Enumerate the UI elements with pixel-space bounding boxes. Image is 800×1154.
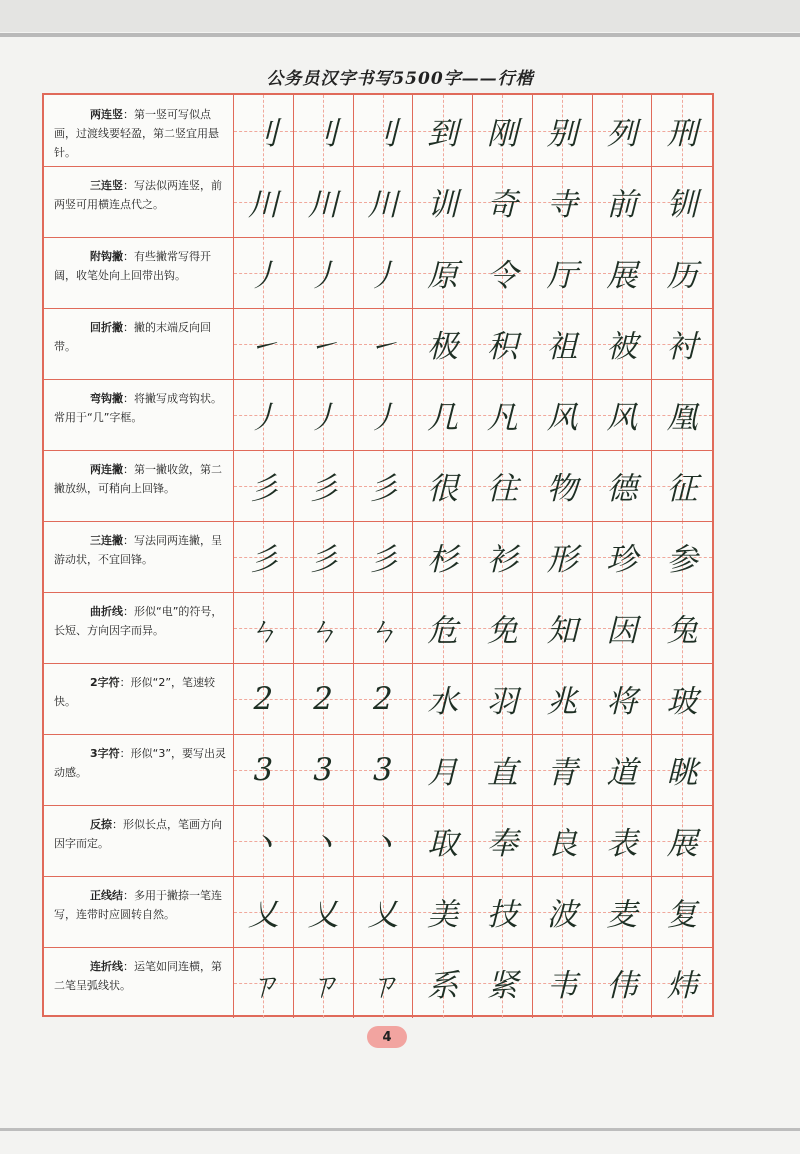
sample-glyph: 丿 [307, 258, 339, 294]
stroke-sample-cell [294, 734, 354, 805]
stroke-sample-cell [234, 663, 294, 734]
sample-glyph: 列 [606, 116, 638, 152]
stroke-explanation: ：撇的末端反向回带。 [54, 321, 211, 353]
stroke-sample-cell [294, 379, 354, 450]
stroke-description [44, 237, 234, 308]
row-divider [44, 592, 712, 593]
stroke-sample-cell [354, 663, 414, 734]
sample-glyph: 川 [367, 187, 399, 223]
stroke-explanation: ：运笔如同连横，第二笔呈弧线状。 [54, 960, 222, 992]
sample-glyph: 丶 [247, 826, 279, 862]
stroke-sample-cell [294, 521, 354, 592]
stroke-sample-cell [234, 947, 294, 1018]
sample-glyph: 被 [606, 329, 638, 365]
stroke-description [44, 308, 234, 379]
sample-glyph: 参 [666, 542, 698, 578]
sample-glyph: ㄣ [247, 613, 279, 649]
character-sample-cell [413, 805, 473, 876]
stroke-description [44, 450, 234, 521]
stroke-sample-cell [354, 166, 414, 237]
sample-glyph: 羽 [486, 684, 518, 720]
character-sample-cell [652, 734, 712, 805]
stroke-description [44, 947, 234, 1018]
sample-glyph: 凰 [666, 400, 698, 436]
sample-glyph: 月 [427, 755, 459, 791]
stroke-sample-cell [294, 237, 354, 308]
stroke-row [44, 947, 712, 1018]
character-sample-cell [413, 237, 473, 308]
stroke-sample-cell [354, 450, 414, 521]
character-sample-cell [533, 663, 593, 734]
stroke-row [44, 308, 712, 379]
sample-glyph: 表 [606, 826, 638, 862]
stroke-explanation: ：有些撇常写得开阔，收笔处向上回带出钩。 [54, 250, 211, 282]
sample-glyph: 极 [427, 329, 459, 365]
character-sample-cell [533, 805, 593, 876]
sample-glyph: ㇀ [307, 329, 339, 365]
character-sample-cell [473, 450, 533, 521]
sample-glyph: 刂 [367, 116, 399, 152]
sample-glyph: 厅 [546, 258, 578, 294]
character-sample-cell [473, 308, 533, 379]
row-divider [44, 450, 712, 451]
character-sample-cell [593, 166, 653, 237]
character-sample-cell [533, 166, 593, 237]
stroke-term: 两连撇 [90, 463, 123, 476]
stroke-sample-cell [234, 95, 294, 166]
stroke-explanation: ：写法似两连竖，前两竖可用横连点代之。 [54, 179, 222, 211]
stroke-sample-cell [354, 805, 414, 876]
stroke-explanation: ：第一撇收敛，第二撇放纵，可稍向上回锋。 [54, 463, 222, 495]
sample-glyph: 紧 [486, 968, 518, 1004]
character-sample-cell [652, 805, 712, 876]
sample-glyph: ㄣ [307, 613, 339, 649]
character-sample-cell [593, 521, 653, 592]
sample-glyph: ㄣ [367, 613, 399, 649]
character-sample-cell [593, 876, 653, 947]
sample-glyph: 寺 [546, 187, 578, 223]
sample-glyph: 3 [313, 751, 333, 788]
sample-glyph: 丿 [367, 400, 399, 436]
sample-glyph: 衬 [666, 329, 698, 365]
sample-glyph: 因 [606, 613, 638, 649]
stroke-sample-cell [354, 521, 414, 592]
sample-glyph: 丿 [247, 258, 279, 294]
stroke-row [44, 166, 712, 237]
sample-glyph: 前 [606, 187, 638, 223]
character-sample-cell [593, 379, 653, 450]
sample-glyph: ㄗ [367, 968, 399, 1004]
stroke-sample-cell [354, 237, 414, 308]
character-sample-cell [473, 734, 533, 805]
sample-glyph: 2 [253, 680, 274, 717]
sample-glyph: 将 [606, 684, 638, 720]
character-sample-cell [413, 450, 473, 521]
sample-glyph: 3 [373, 751, 393, 788]
sample-glyph: 展 [666, 826, 698, 862]
sample-glyph: 青 [546, 755, 578, 791]
character-sample-cell [473, 379, 533, 450]
stroke-description [44, 521, 234, 592]
stroke-term: 弯钩撇 [90, 392, 123, 405]
stroke-term: 三连竖 [90, 179, 123, 192]
sample-glyph: 令 [486, 258, 518, 294]
character-sample-cell [652, 521, 712, 592]
sample-glyph: 训 [427, 187, 459, 223]
character-sample-cell [652, 379, 712, 450]
stroke-sample-cell [294, 947, 354, 1018]
character-sample-cell [473, 237, 533, 308]
stroke-term: 两连竖 [90, 108, 123, 121]
character-sample-cell [593, 308, 653, 379]
sample-glyph: 危 [427, 613, 459, 649]
bottom-rule [0, 1128, 800, 1131]
stroke-sample-cell [294, 450, 354, 521]
character-sample-cell [593, 592, 653, 663]
character-sample-cell [413, 876, 473, 947]
row-divider [44, 308, 712, 309]
stroke-row [44, 876, 712, 947]
row-divider [44, 734, 712, 735]
row-divider [44, 521, 712, 522]
sample-glyph: 彡 [367, 471, 399, 507]
stroke-term: 附钩撇 [90, 250, 123, 263]
stroke-description [44, 663, 234, 734]
character-sample-cell [652, 592, 712, 663]
sample-glyph: 征 [666, 471, 698, 507]
sample-glyph: 彡 [307, 542, 339, 578]
stroke-explanation: ：多用于撇捺一笔连写，连带时应圆转自然。 [54, 889, 222, 921]
character-sample-cell [593, 237, 653, 308]
row-divider [44, 237, 712, 238]
sample-glyph: 凡 [486, 400, 518, 436]
row-divider [44, 947, 712, 948]
page-number-badge: 4 [367, 1026, 407, 1048]
stroke-sample-cell [294, 592, 354, 663]
practice-grid [42, 93, 714, 1017]
stroke-sample-cell [234, 379, 294, 450]
character-sample-cell [652, 166, 712, 237]
sample-glyph: 乂 [307, 897, 339, 933]
sample-glyph: 彡 [367, 542, 399, 578]
sample-glyph: 麦 [606, 897, 638, 933]
sample-glyph: 系 [427, 968, 459, 1004]
sample-glyph: 彡 [307, 471, 339, 507]
character-sample-cell [533, 308, 593, 379]
sample-glyph: ㇀ [367, 329, 399, 365]
stroke-sample-cell [294, 308, 354, 379]
sample-glyph: 杉 [427, 542, 459, 578]
character-sample-cell [533, 450, 593, 521]
character-sample-cell [473, 947, 533, 1018]
sample-glyph: 兆 [546, 684, 578, 720]
character-sample-cell [413, 521, 473, 592]
row-divider [44, 663, 712, 664]
sample-glyph: 形 [546, 542, 578, 578]
sample-glyph: 川 [247, 187, 279, 223]
character-sample-cell [473, 95, 533, 166]
stroke-row [44, 663, 712, 734]
stroke-sample-cell [234, 592, 294, 663]
sample-glyph: 往 [486, 471, 518, 507]
sample-glyph: 到 [427, 116, 459, 152]
sample-glyph: 彡 [247, 542, 279, 578]
stroke-description [44, 734, 234, 805]
sample-glyph: 刚 [486, 116, 518, 152]
stroke-explanation: ：写法同两连撇，呈游动状，不宜回锋。 [54, 534, 222, 566]
sample-glyph: 丿 [367, 258, 399, 294]
sample-glyph: 水 [427, 684, 459, 720]
stroke-description [44, 379, 234, 450]
sample-glyph: 别 [546, 116, 578, 152]
stroke-sample-cell [294, 166, 354, 237]
character-sample-cell [593, 805, 653, 876]
character-sample-cell [413, 734, 473, 805]
sample-glyph: 道 [606, 755, 638, 791]
stroke-description [44, 166, 234, 237]
sample-glyph: 风 [606, 400, 638, 436]
character-sample-cell [473, 166, 533, 237]
stroke-sample-cell [354, 734, 414, 805]
character-sample-cell [593, 450, 653, 521]
character-sample-cell [533, 592, 593, 663]
character-sample-cell [652, 450, 712, 521]
sample-glyph: 乂 [247, 897, 279, 933]
stroke-row [44, 450, 712, 521]
stroke-row [44, 521, 712, 592]
sample-glyph: 衫 [486, 542, 518, 578]
sample-glyph: 兔 [666, 613, 698, 649]
stroke-sample-cell [234, 734, 294, 805]
sample-glyph: 丶 [367, 826, 399, 862]
stroke-sample-cell [354, 308, 414, 379]
row-divider [44, 379, 712, 380]
sample-glyph: 刑 [666, 116, 698, 152]
sample-glyph: 波 [546, 897, 578, 933]
stroke-explanation: ：形似“2”，笔速较快。 [54, 676, 216, 708]
sample-glyph: 展 [606, 258, 638, 294]
character-sample-cell [413, 166, 473, 237]
sample-glyph: 奇 [486, 187, 518, 223]
row-divider [44, 166, 712, 167]
stroke-sample-cell [234, 166, 294, 237]
character-sample-cell [533, 734, 593, 805]
character-sample-cell [533, 947, 593, 1018]
sample-glyph: 几 [427, 400, 459, 436]
character-sample-cell [652, 308, 712, 379]
sample-glyph: 珍 [606, 542, 638, 578]
sample-glyph: 历 [666, 258, 698, 294]
row-divider [44, 876, 712, 877]
sample-glyph: 技 [486, 897, 518, 933]
stroke-sample-cell [354, 379, 414, 450]
sample-glyph: 祖 [546, 329, 578, 365]
character-sample-cell [413, 308, 473, 379]
top-rule [0, 33, 800, 37]
stroke-explanation: ：形似长点，笔画方向因字而定。 [54, 818, 222, 850]
sample-glyph: 积 [486, 329, 518, 365]
sample-glyph: ㄗ [307, 968, 339, 1004]
sample-glyph: 川 [307, 187, 339, 223]
stroke-explanation: ：形似“电”的符号，长短、方向因字而异。 [54, 605, 223, 637]
sample-glyph: 2 [373, 680, 393, 717]
stroke-sample-cell [234, 308, 294, 379]
stroke-sample-cell [234, 521, 294, 592]
character-sample-cell [473, 876, 533, 947]
stroke-term: 正线结 [90, 889, 123, 902]
stroke-term: 2字符 [90, 676, 120, 689]
top-band [0, 0, 800, 32]
stroke-sample-cell [234, 876, 294, 947]
stroke-sample-cell [294, 805, 354, 876]
character-sample-cell [593, 95, 653, 166]
sample-glyph: 2 [313, 680, 333, 717]
sample-glyph: ㇀ [247, 329, 279, 365]
stroke-sample-cell [294, 663, 354, 734]
character-sample-cell [413, 379, 473, 450]
stroke-row [44, 592, 712, 663]
stroke-row [44, 237, 712, 308]
stroke-description [44, 592, 234, 663]
sample-glyph: 物 [546, 471, 578, 507]
sample-glyph: 伟 [606, 968, 638, 1004]
character-sample-cell [413, 592, 473, 663]
sample-glyph: 奉 [486, 826, 518, 862]
character-sample-cell [473, 592, 533, 663]
sample-glyph: 免 [486, 613, 518, 649]
sample-glyph: 乂 [367, 897, 399, 933]
sample-glyph: 直 [486, 755, 518, 791]
sample-glyph: 丶 [307, 826, 339, 862]
page-title: 公务员汉字书写5500字——行楷 [266, 69, 534, 89]
character-sample-cell [533, 876, 593, 947]
stroke-sample-cell [294, 95, 354, 166]
stroke-sample-cell [234, 805, 294, 876]
stroke-row [44, 805, 712, 876]
stroke-term: 3字符 [90, 747, 120, 760]
character-sample-cell [593, 734, 653, 805]
stroke-row [44, 734, 712, 805]
stroke-term: 三连撇 [90, 534, 123, 547]
sample-glyph: 玻 [666, 684, 698, 720]
stroke-sample-cell [354, 592, 414, 663]
sample-glyph: ㄗ [247, 968, 279, 1004]
character-sample-cell [652, 876, 712, 947]
stroke-sample-cell [234, 450, 294, 521]
sample-glyph: 德 [606, 471, 638, 507]
character-sample-cell [652, 663, 712, 734]
stroke-explanation: ：第一竖可写似点画，过渡线要轻盈，第二竖宜用悬针。 [54, 108, 219, 159]
stroke-description [44, 95, 234, 166]
character-sample-cell [413, 95, 473, 166]
character-sample-cell [413, 663, 473, 734]
character-sample-cell [473, 805, 533, 876]
sample-glyph: 很 [427, 471, 459, 507]
sample-glyph: 丿 [247, 400, 279, 436]
sample-glyph: 复 [666, 897, 698, 933]
character-sample-cell [652, 95, 712, 166]
sample-glyph: 钏 [666, 187, 698, 223]
sample-glyph: 韦 [546, 968, 578, 1004]
character-sample-cell [533, 237, 593, 308]
stroke-sample-cell [294, 876, 354, 947]
sample-glyph: 原 [427, 258, 459, 294]
stroke-term: 连折线 [90, 960, 123, 973]
stroke-explanation: ：形似“3”，要写出灵动感。 [54, 747, 227, 779]
row-divider [44, 805, 712, 806]
sample-glyph: 彡 [247, 471, 279, 507]
sample-glyph: 取 [427, 826, 459, 862]
sample-glyph: 美 [427, 897, 459, 933]
stroke-term: 反捺 [90, 818, 112, 831]
sample-glyph: 良 [546, 826, 578, 862]
sample-glyph: 知 [546, 613, 578, 649]
stroke-sample-cell [354, 876, 414, 947]
sample-glyph: 炜 [666, 968, 698, 1004]
character-sample-cell [533, 379, 593, 450]
sample-glyph: 眺 [666, 755, 698, 791]
sample-glyph: 刂 [307, 116, 339, 152]
stroke-description [44, 876, 234, 947]
character-sample-cell [593, 947, 653, 1018]
character-sample-cell [533, 521, 593, 592]
character-sample-cell [473, 663, 533, 734]
stroke-description [44, 805, 234, 876]
sample-glyph: 风 [546, 400, 578, 436]
stroke-row [44, 95, 712, 166]
stroke-row [44, 379, 712, 450]
stroke-explanation: ：将撇写成弯钩状。常用于“几”字框。 [54, 392, 222, 424]
character-sample-cell [473, 521, 533, 592]
stroke-sample-cell [234, 237, 294, 308]
character-sample-cell [533, 95, 593, 166]
sample-glyph: 刂 [247, 116, 279, 152]
sample-glyph: 3 [253, 751, 274, 788]
character-sample-cell [652, 237, 712, 308]
stroke-term: 回折撇 [90, 321, 123, 334]
stroke-term: 曲折线 [90, 605, 123, 618]
character-sample-cell [652, 947, 712, 1018]
stroke-sample-cell [354, 95, 414, 166]
character-sample-cell [593, 663, 653, 734]
sample-glyph: 丿 [307, 400, 339, 436]
character-sample-cell [413, 947, 473, 1018]
stroke-sample-cell [354, 947, 414, 1018]
